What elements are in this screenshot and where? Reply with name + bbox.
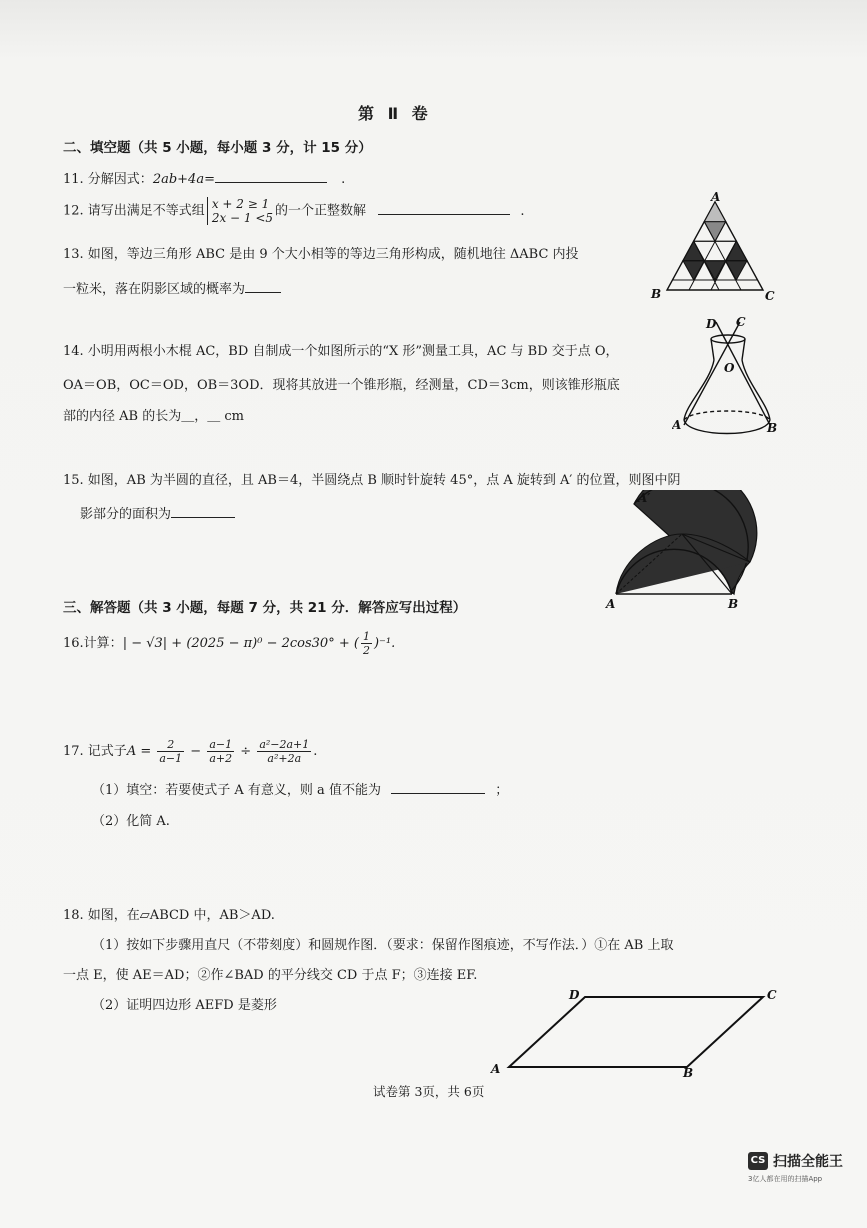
scanner-logo-badge: CS — [748, 1152, 768, 1170]
q17-fraction-1 — [157, 738, 184, 765]
q17-f3-denominator: a²+2a — [267, 752, 302, 765]
question-17 — [63, 738, 317, 765]
q18-line-2: （1）按如下步骤用直尺（不带刻度）和圆规作图．（要求：保留作图痕迹，不写作法．）①在 AB 上取 — [92, 938, 674, 953]
q17-lhs: A = — [126, 744, 152, 759]
q16-fraction-numerator: 1 — [362, 630, 370, 643]
q12-prefix: 12. 请写出满足不等式组 — [63, 203, 205, 219]
scanner-tagline: 3亿人都在用的扫描App — [748, 1175, 823, 1183]
q17-f1-numerator: 2 — [157, 738, 184, 752]
semicircle-label-b: B — [728, 597, 739, 611]
q15-line-2-text: 影部分的面积为 — [80, 507, 172, 522]
flask-label-o: O — [724, 361, 735, 375]
triangle-figure — [645, 190, 780, 305]
parallelogram-label-b: B — [683, 1066, 694, 1080]
semicircle-label-a: A — [606, 597, 616, 611]
triangle-label-b: B — [651, 287, 662, 301]
q17-end: . — [313, 744, 318, 759]
page-footer: 试卷第 3页，共 6页 — [373, 1084, 485, 1099]
q17-part-2: （2）化简 A. — [92, 814, 170, 829]
q17-f1-denominator: a−1 — [159, 752, 183, 765]
q16-tail: )⁻¹. — [373, 636, 396, 651]
q14-answer-blank: ＿，＿ — [181, 409, 221, 424]
scanner-logo-name: 扫描全能王 — [773, 1154, 843, 1170]
q16-fraction-denominator: 2 — [362, 644, 370, 657]
q14-unit: cm — [224, 409, 244, 424]
q12-answer-blank — [378, 202, 510, 215]
flask-figure — [672, 312, 792, 447]
flask-label-b: B — [767, 421, 778, 435]
q17-f2-denominator: a+2 — [209, 752, 233, 765]
inequality-system — [207, 197, 273, 225]
q14-line-3-text: 部的内径 AB 的长为 — [63, 409, 182, 424]
q18-line-4: （2）证明四边形 AEFD 是菱形 — [92, 998, 277, 1013]
q12-end: . — [520, 203, 525, 219]
question-11 — [63, 168, 345, 187]
q13-line-2-text: 一粒米，落在阴影区域的概率为 — [63, 282, 246, 297]
q11-expression: 2ab+4a= — [152, 172, 215, 187]
q17-part-1 — [92, 779, 508, 798]
q15-line-2 — [80, 503, 235, 522]
q17-fraction-2 — [207, 738, 234, 765]
q11-end: . — [341, 172, 346, 187]
q11-prefix: 11. 分解因式： — [63, 172, 153, 187]
q17-f3-numerator: a²−2a+1 — [259, 738, 310, 751]
q14-line-3 — [63, 405, 244, 424]
inequality-line-2: 2x − 1 <5 — [211, 211, 274, 225]
q16-expression: | − √3| + (2025 − π)⁰ − 2cos30° + ( — [122, 636, 359, 651]
flask-label-d: D — [706, 317, 717, 331]
semicircle-figure — [600, 490, 775, 615]
q15-line-1: 15. 如图，AB 为半圆的直径，且 AB＝4，半圆绕点 B 顺时针旋转 45°，点 A 旋转到 A′ 的位置，则图中阴 — [63, 473, 681, 488]
q17-op-1: − — [190, 744, 202, 759]
q17-part-1-end: ； — [495, 783, 509, 798]
q17-f2-numerator: a−1 — [209, 738, 233, 751]
q17-op-2: ÷ — [240, 744, 252, 759]
flask-label-a: A — [672, 418, 682, 432]
parallelogram-figure — [485, 985, 790, 1080]
q14-line-2: OA＝OB，OC＝OD，OB＝3OD．现将其放进一个锥形瓶，经测量，CD＝3cm，则该锥形瓶底 — [63, 378, 620, 393]
parallelogram-label-d: D — [569, 988, 580, 1002]
triangle-label-a: A — [711, 190, 721, 204]
section-3-heading: 三、解答题（共 3 小题，每题 7 分，共 21 分．解答应写出过程） — [63, 600, 467, 616]
semicircle-label-a-prime: A′ — [638, 491, 651, 505]
q17-prefix: 17. 记式子 — [63, 744, 127, 759]
q15-answer-blank — [171, 505, 235, 518]
q17-part-1-text: （1）填空：若要使式子 A 有意义，则 a 值不能为 — [92, 783, 381, 798]
inequality-line-1: x + 2 ≥ 1 — [211, 197, 270, 211]
q18-line-1: 18. 如图，在▱ABCD 中，AB＞AD. — [63, 908, 275, 923]
q12-suffix: 的一个正整数解 — [275, 203, 367, 219]
triangle-label-c: C — [765, 289, 775, 303]
q18-line-3: 一点 E，使 AE＝AD；②作∠BAD 的平分线交 CD 于点 F；③连接 EF. — [63, 968, 478, 983]
q11-answer-blank — [215, 170, 327, 183]
q13-line-1: 13. 如图，等边三角形 ABC 是由 9 个大小相等的等边三角形构成，随机地往 ΔABC 内投 — [63, 247, 579, 262]
q16-fraction — [361, 630, 372, 657]
q16-prefix: 16.计算： — [63, 636, 123, 651]
q17-part-1-blank — [391, 781, 485, 794]
page-title: 第 Ⅱ 卷 — [358, 104, 432, 123]
q13-answer-blank — [245, 280, 281, 293]
q17-fraction-3 — [257, 738, 311, 765]
question-12 — [63, 197, 524, 225]
flask-label-c: C — [736, 315, 746, 329]
q14-line-1: 14. 小明用两根小木棍 AC，BD 自制成一个如图所示的“X 形”测量工具，AC 与 BD 交于点 O， — [63, 344, 619, 359]
parallelogram-label-a: A — [491, 1062, 501, 1076]
parallelogram-label-c: C — [767, 988, 777, 1002]
q13-line-2 — [63, 278, 281, 297]
section-2-heading: 二、填空题（共 5 小题，每小题 3 分，计 15 分） — [63, 140, 372, 156]
question-16 — [63, 630, 395, 657]
